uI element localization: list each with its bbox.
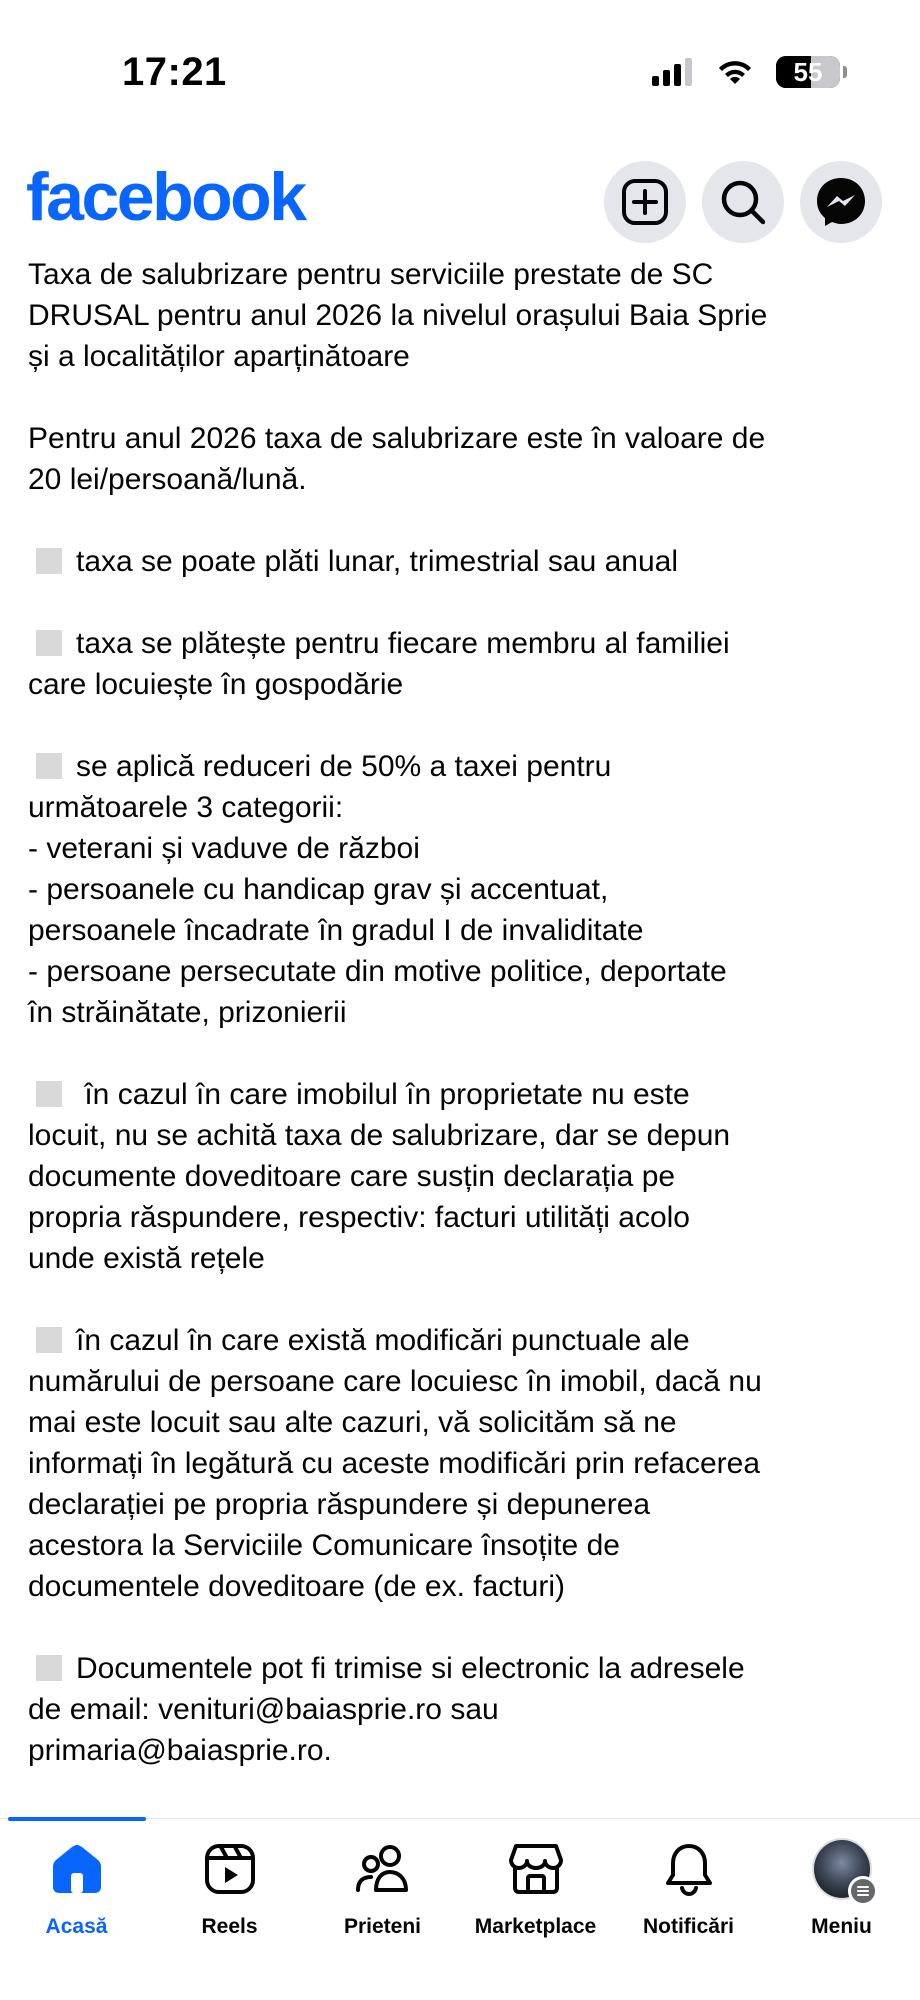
nav-item-marketplace[interactable] <box>459 1839 612 1939</box>
bullet-box-icon <box>36 1327 62 1353</box>
status-bar <box>0 0 920 150</box>
bullet-item: Documentele pot fi trimise si electronic la adresele de email: venituri@baiasprie.ro sau primaria@baiasprie.ro. <box>28 1652 745 1767</box>
bullet-box-icon <box>36 1655 62 1681</box>
nav-item-friends[interactable] <box>306 1839 459 1939</box>
messenger-icon <box>814 175 868 229</box>
friends-icon <box>354 1842 412 1896</box>
signal-icon <box>652 58 694 86</box>
battery-icon <box>776 56 840 88</box>
bullet-item: în cazul în care există modificări punctuale ale numărului de persoane care locuiesc în imobil, dacă nu mai este locuit sau alte cazuri, vă solicităm să ne informați în legătură cu aceste modificări prin refacerea declarației pe propria răspundere și depunerea acestora la Serviciile Comunicare însoțite de documentele doveditoare (de ex. facturi) <box>28 1324 762 1603</box>
marketplace-icon <box>508 1842 564 1896</box>
bottom-nav <box>0 1818 920 2000</box>
status-icons <box>652 56 840 88</box>
create-post-button[interactable] <box>604 161 686 243</box>
post-intro: Pentru anul 2026 taxa de salubrizare este în valoare de 20 lei/persoană/lună. <box>28 422 766 496</box>
bullet-box-icon <box>36 548 62 574</box>
nav-label: Acasă <box>45 1915 108 1938</box>
create-post-icon <box>620 177 670 227</box>
nav-item-home[interactable] <box>0 1839 153 1939</box>
reels-icon <box>203 1842 257 1896</box>
search-button[interactable] <box>702 161 784 243</box>
wifi-icon <box>716 58 754 86</box>
avatar <box>812 1838 872 1900</box>
nav-item-notifications[interactable] <box>612 1839 765 1939</box>
status-time: 17:21 <box>122 50 227 94</box>
bell-icon <box>663 1841 715 1897</box>
post-text <box>28 254 898 1771</box>
nav-item-reels[interactable] <box>153 1839 306 1939</box>
bullet-item: în cazul în care imobilul în proprietate nu este locuit, nu se achită taxa de salubrizare, dar se depun documente doveditoare care susțin declarația pe propria răspundere, respectiv: facturi utilități acolo unde există rețele <box>28 1078 731 1275</box>
bullet-item: taxa se poate plăti lunar, trimestrial sau anual <box>28 541 898 582</box>
bullet-item: taxa se plătește pentru fiecare membru al familiei care locuiește în gospodărie <box>28 627 730 701</box>
active-tab-indicator <box>8 1817 146 1821</box>
nav-label: Notificări <box>642 1915 734 1938</box>
menu-icon <box>848 1876 878 1906</box>
bullet-box-icon <box>36 1081 62 1107</box>
bullet-item: se aplică reduceri de 50% a taxei pentru următoarele 3 categorii: - veterani și vaduve de război - persoanele cu handicap grav și accentuat, persoanele încadrate în gradul I de invaliditate - persoane persecutate din motive politice, deportate în străinătate, prizonierii <box>28 750 727 1029</box>
nav-item-menu[interactable] <box>765 1839 918 1939</box>
nav-label: Meniu <box>811 1915 872 1938</box>
facebook-logo[interactable]: facebook <box>26 159 305 235</box>
post-title: Taxa de salubrizare pentru serviciile prestate de SC DRUSAL pentru anul 2026 la nivelul orașului Baia Sprie și a localităților aparținătoare <box>28 258 768 373</box>
bullet-box-icon <box>36 753 62 779</box>
search-icon <box>718 177 768 227</box>
home-icon <box>49 1841 105 1897</box>
battery-level: 55 <box>793 56 823 87</box>
nav-label: Reels <box>201 1915 258 1938</box>
app-header <box>0 155 920 255</box>
bullet-box-icon <box>36 630 62 656</box>
nav-label: Marketplace <box>474 1915 597 1938</box>
messenger-button[interactable] <box>800 161 882 243</box>
nav-label: Prieteni <box>343 1915 422 1938</box>
